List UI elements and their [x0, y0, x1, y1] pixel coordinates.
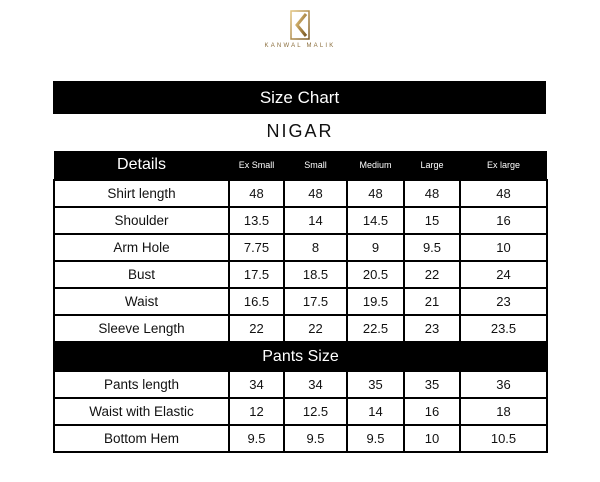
cell: 48 — [347, 180, 404, 207]
cell: 48 — [460, 180, 547, 207]
cell: 22 — [284, 315, 347, 342]
cell: 19.5 — [347, 288, 404, 315]
brand-logo-icon — [270, 6, 330, 58]
table-row — [54, 425, 547, 452]
product-name: NIGAR — [266, 121, 334, 141]
row-label: Waist — [54, 288, 229, 315]
cell: 35 — [347, 371, 404, 398]
cell: 17.5 — [284, 288, 347, 315]
size-chart-title: Size Chart — [53, 81, 546, 114]
cell: 13.5 — [229, 207, 284, 234]
table-row — [54, 261, 547, 288]
row-label: Shoulder — [54, 207, 229, 234]
cell: 34 — [229, 371, 284, 398]
row-label: Bottom Hem — [54, 425, 229, 452]
table-row — [54, 288, 547, 315]
cell: 9.5 — [347, 425, 404, 452]
header-medium: Medium — [347, 151, 404, 180]
header-small: Small — [284, 151, 347, 180]
header-ex-large: Ex large — [460, 151, 547, 180]
cell: 7.75 — [229, 234, 284, 261]
cell: 36 — [460, 371, 547, 398]
pants-section-header — [54, 342, 547, 371]
row-label: Pants length — [54, 371, 229, 398]
table-row — [54, 398, 547, 425]
cell: 23 — [404, 315, 460, 342]
cell: 17.5 — [229, 261, 284, 288]
cell: 18 — [460, 398, 547, 425]
row-label: Shirt length — [54, 180, 229, 207]
cell: 23.5 — [460, 315, 547, 342]
table-row — [54, 234, 547, 261]
header-large: Large — [404, 151, 460, 180]
cell: 48 — [229, 180, 284, 207]
cell: 10 — [404, 425, 460, 452]
cell: 14.5 — [347, 207, 404, 234]
row-label: Sleeve Length — [54, 315, 229, 342]
brand-name: KANWAL MALIK — [264, 43, 336, 49]
header-details: Details — [54, 151, 229, 180]
cell: 18.5 — [284, 261, 347, 288]
table-header-row — [54, 151, 547, 180]
cell: 48 — [284, 180, 347, 207]
cell: 16.5 — [229, 288, 284, 315]
cell: 8 — [284, 234, 347, 261]
cell: 22 — [404, 261, 460, 288]
cell: 21 — [404, 288, 460, 315]
cell: 22.5 — [347, 315, 404, 342]
cell: 22 — [229, 315, 284, 342]
cell: 9.5 — [404, 234, 460, 261]
pants-size-title: Pants Size — [54, 342, 547, 371]
cell: 9 — [347, 234, 404, 261]
table-row — [54, 180, 547, 207]
row-label: Arm Hole — [54, 234, 229, 261]
cell: 24 — [460, 261, 547, 288]
table-row — [54, 371, 547, 398]
header-ex-small: Ex Small — [229, 151, 284, 180]
row-label: Bust — [54, 261, 229, 288]
cell: 10.5 — [460, 425, 547, 452]
cell: 20.5 — [347, 261, 404, 288]
cell: 16 — [460, 207, 547, 234]
cell: 9.5 — [229, 425, 284, 452]
cell: 12 — [229, 398, 284, 425]
row-label: Waist with Elastic — [54, 398, 229, 425]
cell: 34 — [284, 371, 347, 398]
cell: 14 — [347, 398, 404, 425]
table-row — [54, 207, 547, 234]
cell: 35 — [404, 371, 460, 398]
cell: 12.5 — [284, 398, 347, 425]
cell: 48 — [404, 180, 460, 207]
table-row — [54, 315, 547, 342]
cell: 15 — [404, 207, 460, 234]
size-table — [53, 151, 548, 453]
cell: 14 — [284, 207, 347, 234]
cell: 9.5 — [284, 425, 347, 452]
cell: 10 — [460, 234, 547, 261]
cell: 16 — [404, 398, 460, 425]
cell: 23 — [460, 288, 547, 315]
